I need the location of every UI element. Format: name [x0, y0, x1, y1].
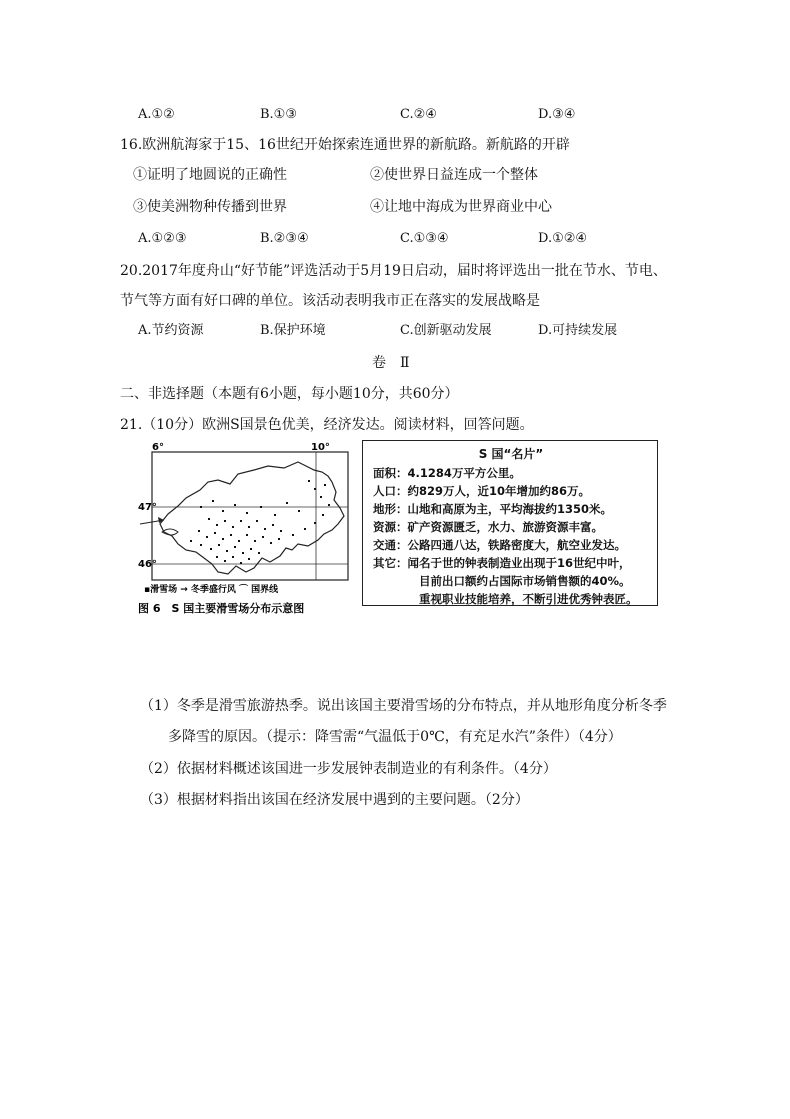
ski-resort-dots — [190, 480, 330, 564]
q16-item-4: ④让地中海成为世界商业中心 — [370, 199, 552, 215]
ski-resort-dot — [190, 540, 192, 542]
q21-sub3: （3）根据材料指出该国在经济发展中遇到的主要问题。（2分） — [140, 792, 529, 808]
q16-option-c: C.①③④ — [400, 231, 449, 246]
ski-resort-dot — [222, 538, 224, 540]
ski-resort-dot — [246, 534, 248, 536]
ski-resort-dot — [246, 512, 248, 514]
card-transport: 交通：公路四通八达，铁路密度大，航空业发达。 — [373, 538, 626, 552]
q15-option-a: A.①② — [138, 107, 175, 122]
q16-item-1: ①证明了地圆说的正确性 — [133, 167, 287, 183]
q16-option-b: B.②③④ — [260, 231, 309, 246]
ski-resort-dot — [200, 506, 202, 508]
q20-option-c: C.创新驱动发展 — [400, 323, 492, 338]
ski-resort-dot — [242, 552, 244, 554]
ski-resort-dot — [230, 534, 232, 536]
ski-resort-dot — [328, 504, 330, 506]
map-caption: 图 6 S 国主要滑雪场分布示意图 — [138, 602, 305, 615]
q21-sub2: （2）依据材料概述该国进一步发展钟表制造业的有利条件。（4分） — [140, 761, 557, 777]
card-area: 面积：4.1284万平方公里。 — [373, 466, 521, 480]
ski-resort-dot — [208, 518, 210, 520]
q16-option-a: A.①②③ — [138, 231, 187, 246]
q20-option-a: A.节约资源 — [138, 323, 204, 338]
ski-resort-dot — [280, 530, 282, 532]
ski-resort-dot — [212, 500, 214, 502]
q20-stem-line-1: 20.2017年度舟山“好节能”评选活动于5月19日启动，届时将评选出一批在节水、节电、 — [120, 263, 667, 279]
ski-resort-dot — [210, 548, 212, 550]
ski-resort-dot — [298, 510, 300, 512]
q16-item-3: ③使美洲物种传播到世界 — [133, 199, 287, 215]
q20-option-b: B.保护环境 — [260, 323, 326, 338]
ski-resort-dot — [214, 532, 216, 534]
ski-resort-dot — [264, 528, 266, 530]
lon-label-right: 10° — [311, 442, 330, 453]
ski-resort-dot — [260, 506, 262, 508]
q20-option-d: D.可持续发展 — [538, 323, 618, 338]
map-legend: ▪滑雪场 → 冬季盛行风 ⌒ 国界线 — [144, 585, 279, 595]
ski-resort-dot — [248, 526, 250, 528]
q16-item-2: ②使世界日益连成一个整体 — [370, 167, 538, 183]
ski-resort-map — [138, 440, 352, 620]
ski-resort-dot — [314, 488, 316, 490]
card-other-line-1: 其它：闻名于世的钟表制造业出现于16世纪中叶， — [373, 556, 631, 570]
q15-option-c: C.②④ — [400, 107, 437, 122]
card-resources: 资源：矿产资源匮乏，水力、旅游资源丰富。 — [373, 520, 603, 534]
ski-resort-dot — [222, 510, 224, 512]
ski-resort-dot — [248, 558, 250, 560]
lon-label-left: 6° — [152, 442, 164, 453]
card-title: S 国“名片” — [478, 447, 544, 461]
ski-resort-dot — [322, 514, 324, 516]
card-population: 人口：约829万人，近10年增加约86万。 — [373, 484, 591, 498]
ski-resort-dot — [198, 530, 200, 532]
ski-resort-dot — [224, 520, 226, 522]
ski-resort-dot — [240, 520, 242, 522]
ski-resort-dot — [238, 540, 240, 542]
ski-resort-dot — [232, 556, 234, 558]
lat-label-bottom: 46° — [138, 559, 157, 570]
ski-resort-dot — [216, 556, 218, 558]
ski-resort-dot — [234, 546, 236, 548]
ski-resort-dot — [308, 480, 310, 482]
ski-resort-dot — [278, 538, 280, 540]
ski-resort-dot — [216, 524, 218, 526]
ski-resort-map-figure — [138, 440, 352, 620]
ski-resort-dot — [274, 514, 276, 516]
ski-resort-dot — [272, 524, 274, 526]
q21-stem: 21.（10分）欧洲S国景色优美，经济发达。阅读材料，回答问题。 — [120, 417, 534, 433]
q15-option-d: D.③④ — [538, 107, 576, 122]
section-header: 二、非选择题（本题有6小题，每小题10分，共60分） — [120, 386, 459, 402]
ski-resort-dot — [324, 484, 326, 486]
ski-resort-dot — [258, 552, 260, 554]
ski-resort-dot — [206, 536, 208, 538]
card-other-line-2: 目前出口额约占国际市场销售额的40%。 — [419, 574, 631, 588]
ski-resort-dot — [250, 548, 252, 550]
country-profile-card — [362, 440, 658, 606]
card-terrain: 地形：山地和高原为主，平均海拔约1350米。 — [373, 502, 613, 516]
ski-resort-dot — [314, 522, 316, 524]
ski-resort-dot — [232, 526, 234, 528]
ski-resort-dot — [234, 504, 236, 506]
q21-sub1-line-1: （1）冬季是滑雪旅游热季。说出该国主要滑雪场的分布特点，并从地形角度分析冬季 — [140, 698, 667, 714]
card-other-line-3: 重视职业技能培养，不断引进优秀钟表匠。 — [419, 592, 638, 606]
ski-resort-dot — [304, 528, 306, 530]
ski-resort-dot — [286, 502, 288, 504]
ski-resort-dot — [254, 540, 256, 542]
ski-resort-dot — [224, 560, 226, 562]
ski-resort-dot — [320, 496, 322, 498]
q15-option-b: B.①③ — [260, 107, 297, 122]
ski-resort-dot — [226, 550, 228, 552]
ski-resort-dot — [256, 520, 258, 522]
ski-resort-dot — [270, 542, 272, 544]
ski-resort-dot — [240, 562, 242, 564]
q21-sub1-line-2: 多降雪的原因。（提示：降雪需“气温低于0℃，有充足水汽”条件）（4分） — [168, 729, 622, 745]
volume-title: 卷 Ⅱ — [372, 355, 410, 371]
ski-resort-dot — [200, 544, 202, 546]
q16-stem: 16.欧洲航海家于15、16世纪开始探索连通世界的新航路。新航路的开辟 — [120, 137, 570, 153]
q20-stem-line-2: 节气等方面有好口碑的单位。该活动表明我市正在落实的发展战略是 — [120, 293, 540, 309]
ski-resort-dot — [292, 534, 294, 536]
lat-label-top: 47° — [138, 502, 157, 513]
ski-resort-dot — [218, 544, 220, 546]
ski-resort-dot — [262, 536, 264, 538]
q16-option-d: D.①②④ — [538, 231, 588, 246]
